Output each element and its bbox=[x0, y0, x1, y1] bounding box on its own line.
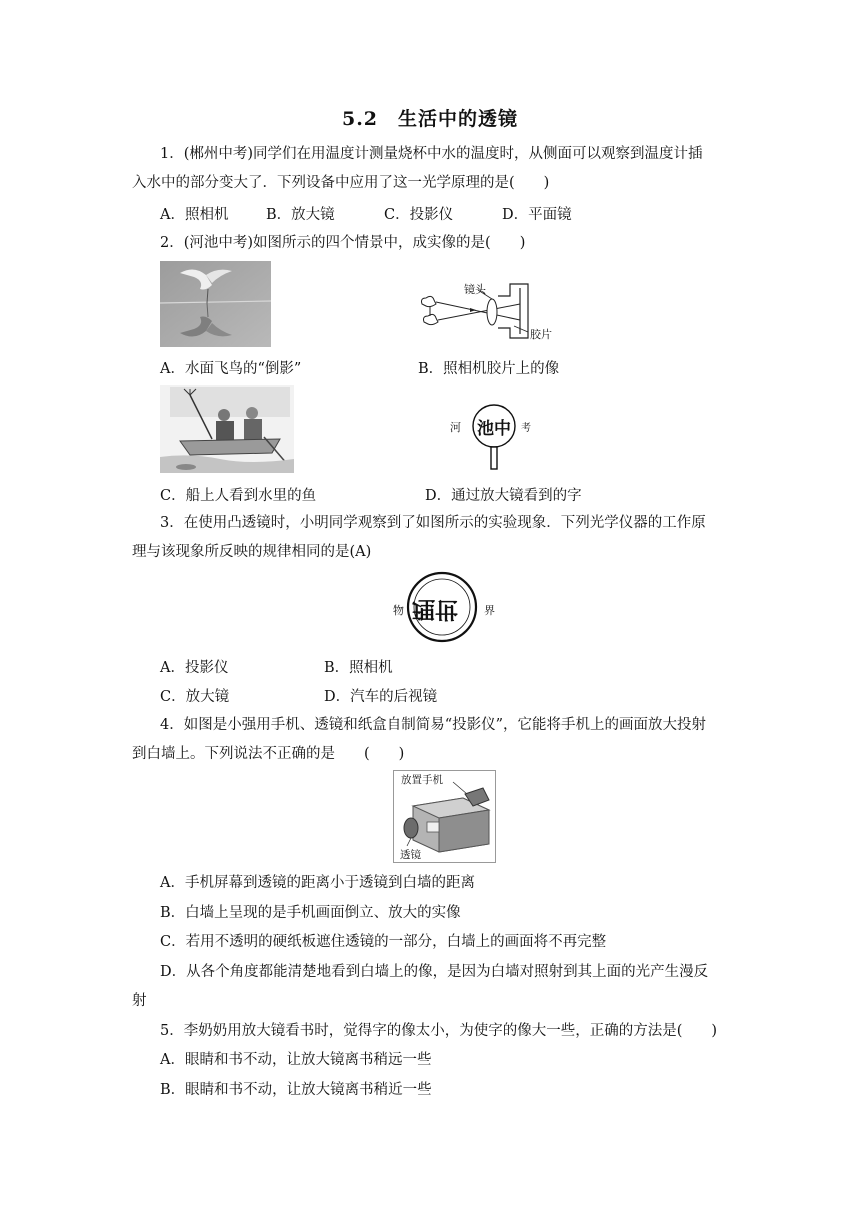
q3-option-a: A．投影仪 bbox=[160, 660, 229, 676]
q4-line-2: 到白墙上。下列说法不正确的是 ( ) bbox=[132, 746, 405, 762]
lens-left-char: 物 bbox=[393, 604, 404, 617]
page-title: 5.2 生活中的透镜 bbox=[341, 108, 519, 130]
q1-option-c: C．投影仪 bbox=[384, 207, 454, 223]
q5-option-a: A．眼睛和书不动，让放大镜离书稍远一些 bbox=[160, 1052, 432, 1068]
q1-option-b: B．放大镜 bbox=[266, 207, 335, 223]
q1-line-1: 1．(郴州中考)同学们在用温度计测量烧杯中水的温度时，从侧面可以观察到温度计插 bbox=[160, 146, 703, 162]
q4-option-d-continued: 射 bbox=[132, 993, 147, 1009]
lens-right-char: 界 bbox=[484, 604, 495, 617]
q4-option-b: B．白墙上呈现的是手机画面倒立、放大的实像 bbox=[160, 905, 461, 921]
q1-option-a: A．照相机 bbox=[160, 207, 229, 223]
bird-reflection-image bbox=[160, 261, 271, 347]
lens-inverted-text: 理世 bbox=[412, 596, 458, 623]
q2-line-1: 2．(河池中考)如图所示的四个情景中，成实像的是( ) bbox=[160, 235, 526, 251]
q3-option-c: C．放大镜 bbox=[160, 689, 230, 705]
boat-fishing-image bbox=[160, 385, 294, 473]
lens-label: 透镜 bbox=[400, 849, 421, 861]
q4-option-c: C．若用不透明的硬纸板遮住透镜的一部分，白墙上的画面将不再完整 bbox=[160, 934, 607, 950]
place-phone-label: 放置手机 bbox=[401, 774, 443, 786]
q5-line-1: 5．李奶奶用放大镜看书时，觉得字的像太小，为使字的像大一些，正确的方法是( ) bbox=[160, 1023, 718, 1039]
magnifier-left-char: 河 bbox=[450, 421, 461, 434]
q2-caption-c: C．船上人看到水里的鱼 bbox=[160, 488, 317, 504]
q4-option-d: D．从各个角度都能清楚地看到白墙上的像，是因为白墙对照射到其上面的光产生漫反 bbox=[160, 964, 709, 980]
q3-line-1: 3．在使用凸透镜时，小明同学观察到了如图所示的实验现象．下列光学仪器的工作原 bbox=[160, 515, 706, 531]
q3-option-d: D．汽车的后视镜 bbox=[324, 689, 438, 705]
q5-option-b: B．眼睛和书不动，让放大镜离书稍近一些 bbox=[160, 1082, 432, 1098]
camera-film-label: 胶片 bbox=[530, 328, 552, 341]
q2-caption-b: B．照相机胶片上的像 bbox=[418, 361, 560, 377]
q1-line-2: 入水中的部分变大了．下列设备中应用了这一光学原理的是( ) bbox=[132, 175, 550, 191]
q2-caption-a: A．水面飞鸟的“倒影” bbox=[160, 361, 302, 377]
q2-caption-d: D．通过放大镜看到的字 bbox=[425, 488, 582, 504]
magnifier-right-char: 考 bbox=[521, 423, 531, 434]
magnifier-center-text: 池中 bbox=[477, 419, 511, 439]
q1-option-d: D．平面镜 bbox=[502, 207, 572, 223]
q4-option-a: A．手机屏幕到透镜的距离小于透镜到白墙的距离 bbox=[160, 875, 475, 891]
q3-option-b: B．照相机 bbox=[324, 660, 393, 676]
camera-lens-label: 镜头 bbox=[464, 283, 486, 296]
q4-line-1: 4．如图是小强用手机、透镜和纸盒自制简易“投影仪”，它能将手机上的画面放大投射 bbox=[160, 717, 707, 733]
q3-line-2: 理与该现象所反映的规律相同的是(A) bbox=[132, 544, 372, 560]
